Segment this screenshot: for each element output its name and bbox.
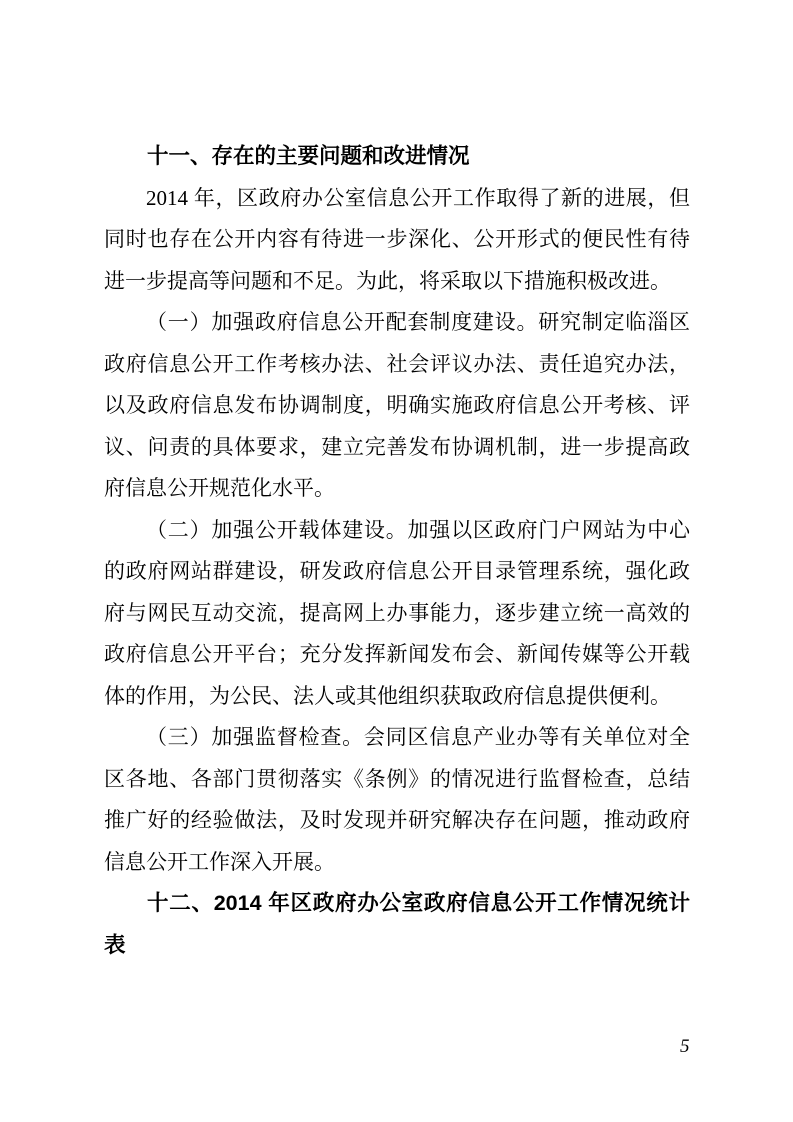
- paragraph-measure-2: （二）加强公开载体建设。加强以区政府门户网站为中心的政府网站群建设，研发政府信息公开目录管理系统，强化政府与网民互动交流，提高网上办事能力，逐步建立统一高效的政府信息公开平台；充分发挥新闻发布会、新闻传媒等公开载体的作用，为公民、法人或其他组织获取政府信息提供便利。: [104, 517, 690, 708]
- document-content: [104, 136, 690, 966]
- section-11-heading: 十一、存在的主要问题和改进情况: [147, 144, 470, 168]
- section-12-heading: 十二、2014 年区政府办公室政府信息公开工作情况统计表: [104, 891, 690, 957]
- paragraph-measure-1: （一）加强政府信息公开配套制度建设。研究制定临淄区政府信息公开工作考核办法、社会评议办法、责任追究办法，以及政府信息发布协调制度，明确实施政府信息公开考核、评议、问责的具体要求，建立完善发布协调机制，进一步提高政府信息公开规范化水平。: [104, 310, 690, 500]
- paragraph-measure-3: （三）加强监督检查。会同区信息产业办等有关单位对全区各地、各部门贯彻落实《条例》的情况进行监督检查，总结推广好的经验做法，及时发现并研究解决存在问题，推动政府信息公开工作深入开展。: [104, 725, 690, 874]
- page-number: 5: [680, 1036, 690, 1057]
- paragraph-intro: 2014 年，区政府办公室信息公开工作取得了新的进展，但同时也存在公开内容有待进一步深化、公开形式的便民性有待进一步提高等问题和不足。为此，将采取以下措施积极改进。: [104, 185, 690, 293]
